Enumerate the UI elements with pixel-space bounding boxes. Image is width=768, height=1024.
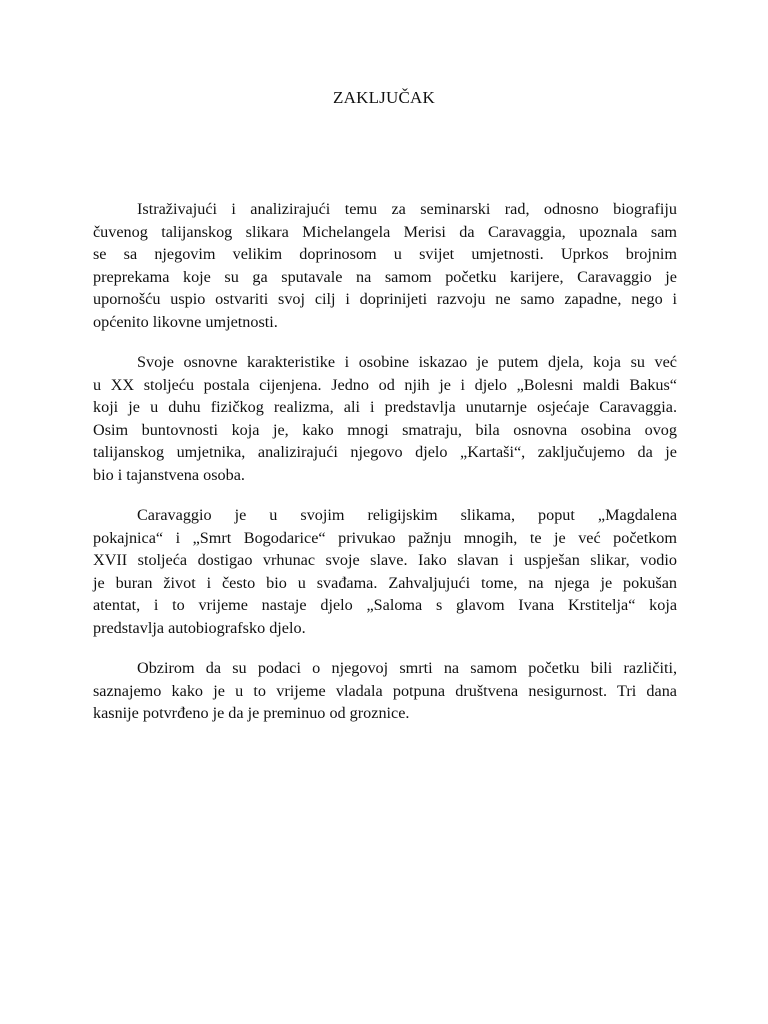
text-line: Obzirom da su podaci o njegovoj smrti na samom početku bili različiti, xyxy=(137,659,677,677)
text-line: saznajemo kako je u to vrijeme vladala potpuna društvena nesigurnost. Tri dana xyxy=(93,681,677,700)
text-line: predstavlja autobiografsko djelo. xyxy=(93,618,306,637)
paragraph-4 xyxy=(93,657,677,725)
page-title: ZAKLJUČAK xyxy=(333,88,435,107)
text-line: Istraživajući i analizirajući temu za seminarski rad, odnosno biografiju xyxy=(137,200,677,218)
text-line: bio i tajanstvena osoba. xyxy=(93,465,245,484)
text-line: Svoje osnovne karakteristike i osobine iskazao je putem djela, koja su već xyxy=(137,353,677,371)
text-line: preprekama koje su ga sputavale na samom početku karijere, Caravaggio je xyxy=(93,267,677,286)
text-line: atentat, i to vrijeme nastaje djelo „Saloma s glavom Ivana Krstitelja“ koja xyxy=(93,596,677,614)
text-line: Caravaggio je u svojim religijskim slikama, poput „Magdalena xyxy=(137,506,677,524)
text-line: XVII stoljeća dostigao vrhunac svoje slave. Iako slavan i uspješan slikar, vodio xyxy=(93,551,677,569)
text-line: općenito likovne umjetnosti. xyxy=(93,312,278,331)
text-line: kasnije potvrđeno je da je preminuo od groznice. xyxy=(93,704,410,722)
text-line: čuvenog talijanskog slikara Michelangela Merisi da Caravaggia, upoznala sam xyxy=(93,222,677,241)
text-line: se sa njegovim velikim doprinosom u svijet umjetnosti. Uprkos brojnim xyxy=(93,245,677,263)
text-line: upornošću uspio ostvariti svoj cilj i doprinijeti razvoju ne samo zapadne, nego i xyxy=(93,290,677,308)
text-line: koji je u duhu fizičkog realizma, ali i predstavlja unutarnje osjećaje Caravaggia. xyxy=(93,398,677,416)
paragraph-1 xyxy=(93,198,677,333)
text-line: Osim buntovnosti koja je, kako mnogi smatraju, bila osnovna osobina ovog xyxy=(93,420,677,439)
text-line: u XX stoljeću postala cijenjena. Jedno od njih je i djelo „Bolesni maldi Bakus“ xyxy=(93,375,677,394)
text-line: je buran život i često bio u svađama. Zahvaljujući tome, na njega je pokušan xyxy=(93,573,677,592)
paragraph-3 xyxy=(93,504,677,639)
document-body xyxy=(93,198,677,743)
text-line: pokajnica“ i „Smrt Bogodarice“ privukao pažnju mnogih, te je već početkom xyxy=(93,528,677,547)
text-line: talijanskog umjetnika, analizirajući njegovo djelo „Kartaši“, zaključujemo da je xyxy=(93,443,677,461)
paragraph-2 xyxy=(93,351,677,486)
